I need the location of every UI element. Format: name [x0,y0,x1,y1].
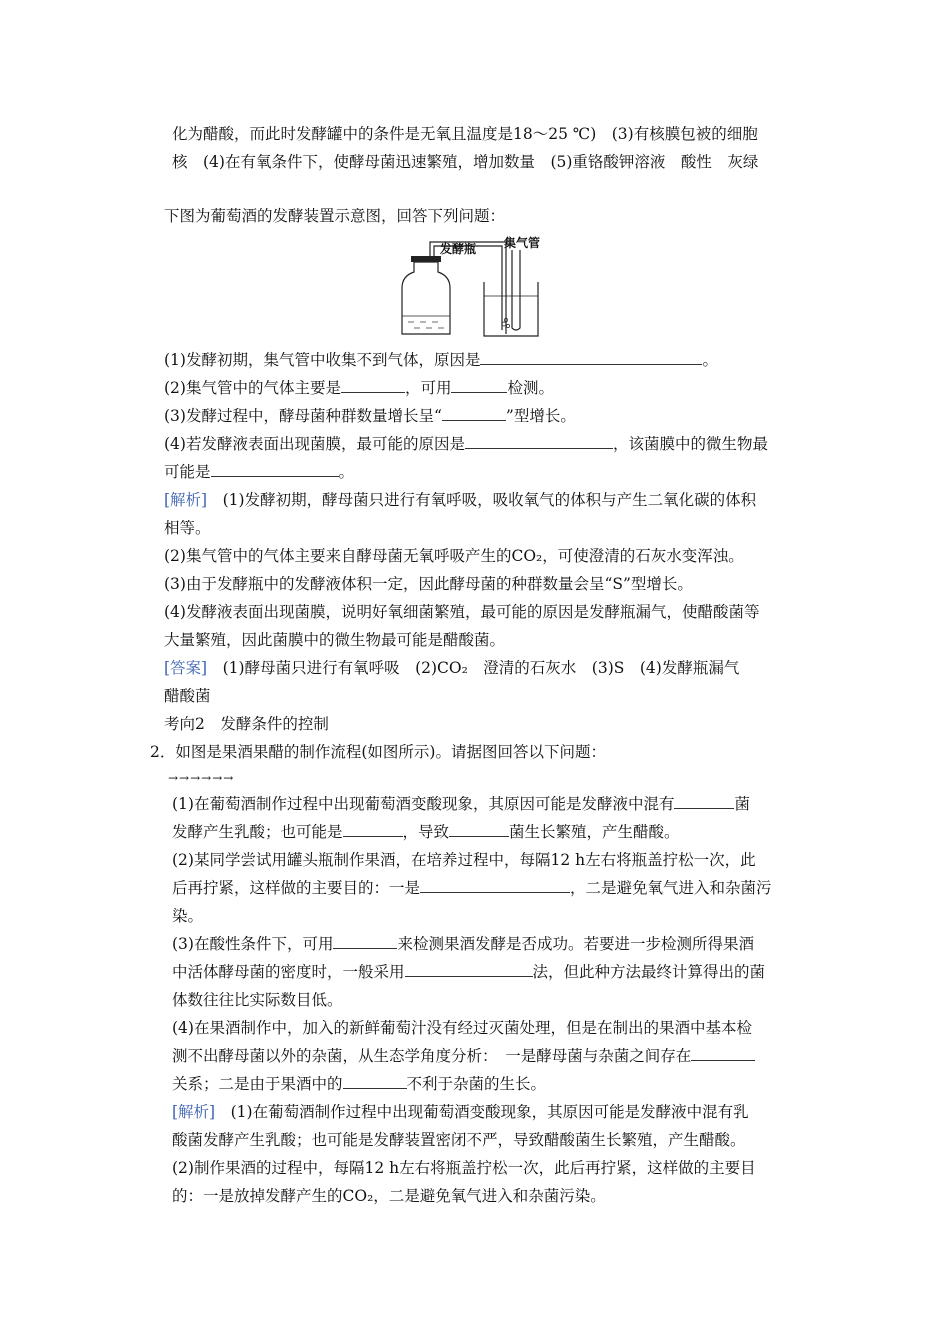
analysis-line: (3)由于发酵瓶中的发酵液体积一定，因此酵母菌的种群数量会呈“S”型增长。 [164,575,693,593]
analysis-line: (4)发酵液表面出现菌膜，说明好氧细菌繁殖，最可能的原因是发酵瓶漏气，使醋酸菌等 [164,603,760,621]
answer-line: [答案] (1)酵母菌只进行有氧呼吸 (2)CO₂ 澄清的石灰水 (3)S (4)发酵瓶漏气 [164,659,740,677]
analysis-line: 相等。 [164,519,211,537]
answer-blank[interactable] [420,878,570,893]
problem-2: 2．如图是果酒果醋的制作流程(如图所示)。请据图回答以下问题： [150,743,606,761]
analysis-tag: [解析] [172,1103,216,1121]
analysis-line: 大量繁殖，因此菌膜中的微生物最可能是醋酸菌。 [164,631,506,649]
sub-question-3: (3)在酸性条件下，可用 来检测果酒发酵是否成功。若要进一步检测所得果酒 [172,935,754,953]
answer-blank[interactable] [465,434,613,449]
answer-blank[interactable] [449,822,509,837]
question-1: (1)发酵初期，集气管中收集不到气体，原因是 。 [164,351,718,369]
analysis-line: 的：一是放掉发酵产生的CO₂，二是避免氧气进入和杂菌污染。 [172,1187,606,1205]
sub-question-1-cont: 发酵产生乳酸；也可能是 ，导致 菌生长繁殖，产生醋酸。 [172,823,680,841]
answer-blank[interactable] [211,462,339,477]
answer-blank[interactable] [333,934,397,949]
sub-question-3-cont: 中活体酵母菌的密度时，一般采用 法，但此种方法最终计算得出的菌 [172,963,766,981]
question-3: (3)发酵过程中，酵母菌种群数量增长呈“ ”型增长。 [164,407,576,425]
sub-question-2-cont: 后再拧紧，这样做的主要目的：一是 ，二是避免氧气进入和杂菌污 [172,879,772,897]
sub-question-3-end: 体数往往比实际数目低。 [172,991,343,1009]
analysis-tag: [解析] [164,491,208,509]
figure-intro: 下图为葡萄酒的发酵装置示意图，回答下列问题： [164,207,506,225]
answer-blank[interactable] [451,378,507,393]
answer-blank[interactable] [341,378,405,393]
sub-question-4: (4)在果酒制作中，加入的新鲜葡萄汁没有经过灭菌处理，但是在制出的果酒中基本检 [172,1019,752,1037]
question-4: (4)若发酵液表面出现菌膜，最可能的原因是 ，该菌膜中的微生物最 [164,435,768,453]
sub-question-4-end: 关系；二是由于果酒中的 不利于杂菌的生长。 [172,1075,547,1093]
answer-blank[interactable] [405,962,533,977]
text-line: 核 (4)在有氧条件下，使酵母菌迅速繁殖，增加数量 (5)重铬酸钾溶液 酸性 灰绿 [172,153,759,171]
answer-tag: [答案] [164,659,208,677]
answer-blank[interactable] [343,1074,407,1089]
text-line: 化为醋酸，而此时发酵罐中的条件是无氧且温度是18～25 ℃) (3)有核膜包被的细胞 [172,125,758,143]
answer-blank[interactable] [480,350,702,365]
analysis-line: (2)集气管中的气体主要来自酵母菌无氧呼吸产生的CO₂，可使澄清的石灰水变浑浊。 [164,547,744,565]
label-fermentation-bottle: 发酵瓶 [440,242,477,256]
answer-line: 醋酸菌 [164,687,211,705]
sub-question-2: (2)某同学尝试用罐头瓶制作果酒，在培养过程中，每隔12 h左右将瓶盖拧松一次，此 [172,851,756,869]
question-2: (2)集气管中的气体主要是 ，可用 检测。 [164,379,554,397]
flow-arrows: →→→→→→ [168,771,235,785]
analysis-line: [解析] (1)发酵初期，酵母菌只进行有氧呼吸，吸收氧气的体积与产生二氧化碳的体积 [164,491,757,509]
answer-blank[interactable] [674,794,734,809]
fermentation-apparatus-figure [400,236,550,340]
section-heading: 考向2 发酵条件的控制 [164,715,329,733]
sub-question-1: (1)在葡萄酒制作过程中出现葡萄酒变酸现象，其原因可能是发酵液中混有 菌 [172,795,750,813]
sub-question-4-cont: 测不出酵母菌以外的杂菌，从生态学角度分析： 一是酵母菌与杂菌之间存在 [172,1046,808,1066]
sub-question-2-end: 染。 [172,907,204,925]
analysis-line: (2)制作果酒的过程中，每隔12 h左右将瓶盖拧松一次，此后再拧紧，这样做的主要目 [172,1159,756,1177]
analysis-line: 酸菌发酵产生乳酸；也可能是发酵装置密闭不严，导致醋酸菌生长繁殖，产生醋酸。 [172,1131,746,1149]
answer-blank[interactable] [691,1046,755,1061]
question-4-cont: 可能是 。 [164,463,355,481]
answer-blank[interactable] [442,406,506,421]
analysis-line: [解析] (1)在葡萄酒制作过程中出现葡萄酒变酸现象，其原因可能是发酵液中混有乳 [172,1103,749,1121]
label-gas-tube: 集气管 [504,236,541,250]
answer-blank[interactable] [343,822,403,837]
